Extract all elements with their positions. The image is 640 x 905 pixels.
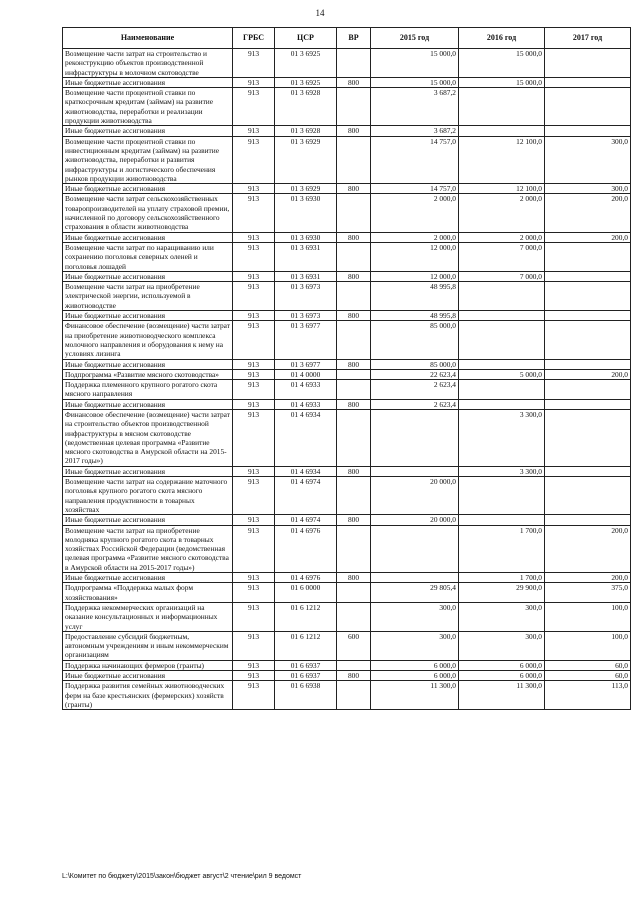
row-2016-cell: 300,0 [459,602,545,631]
row-2016-cell: 2 000,0 [459,232,545,242]
table-row [63,671,631,681]
row-2017-cell [545,409,631,466]
row-csr-cell: 01 4 6934 [275,466,337,476]
row-2016-cell: 7 000,0 [459,242,545,271]
table-row [63,525,631,572]
table-row [63,466,631,476]
header-vr: ВР [337,28,371,49]
row-2015-cell: 48 995,8 [371,311,459,321]
row-name-cell: Иные бюджетные ассигнования [63,573,233,583]
row-2017-cell: 100,0 [545,631,631,660]
table-row [63,321,631,359]
row-2016-cell [459,321,545,359]
row-vr-cell [337,242,371,271]
row-vr-cell: 800 [337,466,371,476]
row-vr-cell [337,282,371,311]
row-2017-cell: 113,0 [545,681,631,710]
row-grbs-cell: 913 [233,631,275,660]
row-2015-cell: 300,0 [371,602,459,631]
row-csr-cell: 01 6 6938 [275,681,337,710]
table-row [63,271,631,281]
row-vr-cell [337,321,371,359]
row-2015-cell: 2 000,0 [371,232,459,242]
row-2016-cell: 1 700,0 [459,525,545,572]
table-row [63,126,631,136]
row-vr-cell: 800 [337,359,371,369]
row-grbs-cell: 913 [233,184,275,194]
row-name-cell: Иные бюджетные ассигнования [63,399,233,409]
row-2015-cell: 15 000,0 [371,77,459,87]
row-vr-cell: 800 [337,126,371,136]
row-2016-cell: 11 300,0 [459,681,545,710]
table-row [63,359,631,369]
row-2016-cell [459,126,545,136]
row-vr-cell: 800 [337,399,371,409]
row-grbs-cell: 913 [233,77,275,87]
row-name-cell: Финансовое обеспечение (возмещение) части затрат на строительство объектов производственной инфраструктуры в мясном скотоводстве (ведомственная целевая программа «Развитие мясного скотоводства в Амурской области на 2015-2017 годы») [63,409,233,466]
row-csr-cell: 01 3 6928 [275,126,337,136]
row-csr-cell: 01 4 6974 [275,515,337,525]
row-vr-cell: 800 [337,671,371,681]
table-header-row [63,28,631,49]
row-2017-cell: 60,0 [545,660,631,670]
row-csr-cell: 01 3 6973 [275,311,337,321]
table-row [63,242,631,271]
row-2015-cell [371,525,459,572]
row-2015-cell [371,409,459,466]
table-row [63,311,631,321]
row-2015-cell: 85 000,0 [371,359,459,369]
row-name-cell: Иные бюджетные ассигнования [63,466,233,476]
row-vr-cell [337,660,371,670]
table-row [63,602,631,631]
row-grbs-cell: 913 [233,136,275,183]
row-vr-cell [337,380,371,400]
table-row [63,515,631,525]
row-2016-cell [459,282,545,311]
table-row [63,194,631,232]
row-2016-cell: 1 700,0 [459,573,545,583]
row-name-cell: Иные бюджетные ассигнования [63,77,233,87]
row-name-cell: Иные бюджетные ассигнования [63,311,233,321]
row-2015-cell: 12 000,0 [371,271,459,281]
row-2017-cell [545,311,631,321]
row-2015-cell: 6 000,0 [371,671,459,681]
row-csr-cell: 01 3 6931 [275,242,337,271]
row-grbs-cell: 913 [233,321,275,359]
budget-table [62,27,631,710]
row-name-cell: Иные бюджетные ассигнования [63,271,233,281]
row-grbs-cell: 913 [233,573,275,583]
row-csr-cell: 01 6 1212 [275,602,337,631]
row-csr-cell: 01 3 6977 [275,359,337,369]
row-2017-cell [545,380,631,400]
row-vr-cell: 800 [337,311,371,321]
row-2015-cell: 20 000,0 [371,515,459,525]
header-2017: 2017 год [545,28,631,49]
row-name-cell: Иные бюджетные ассигнования [63,232,233,242]
table-row [63,399,631,409]
row-2017-cell [545,399,631,409]
table-row [63,409,631,466]
row-grbs-cell: 913 [233,525,275,572]
row-csr-cell: 01 4 6976 [275,573,337,583]
row-name-cell: Поддержка развития семейных животноводческих ферм на базе крестьянских (фермерских) хозяйств (гранты) [63,681,233,710]
row-2016-cell: 5 000,0 [459,369,545,379]
row-2017-cell [545,126,631,136]
row-2017-cell [545,88,631,126]
header-grbs: ГРБС [233,28,275,49]
row-vr-cell: 600 [337,631,371,660]
table-row [63,49,631,78]
row-vr-cell: 800 [337,77,371,87]
row-2015-cell: 15 000,0 [371,49,459,78]
row-name-cell: Поддержка начинающих фермеров (гранты) [63,660,233,670]
row-vr-cell [337,583,371,603]
row-grbs-cell: 913 [233,49,275,78]
row-grbs-cell: 913 [233,311,275,321]
row-name-cell: Иные бюджетные ассигнования [63,671,233,681]
row-csr-cell: 01 3 6928 [275,88,337,126]
page-number: 14 [315,8,325,18]
row-vr-cell [337,194,371,232]
row-vr-cell [337,136,371,183]
table-row [63,88,631,126]
row-name-cell: Возмещение части затрат на приобретение молодняка крупного рогатого скота в товарных хозяйствах Российской Федерации (ведомственная целевая программа «Развитие мясного скотоводства в Амурской области на 2015-2017 годы») [63,525,233,572]
row-grbs-cell: 913 [233,399,275,409]
row-2017-cell [545,77,631,87]
row-2015-cell: 2 000,0 [371,194,459,232]
row-2017-cell [545,466,631,476]
row-vr-cell: 800 [337,271,371,281]
row-name-cell: Подпрограмма «Развитие мясного скотоводства» [63,369,233,379]
row-csr-cell: 01 4 6934 [275,409,337,466]
row-2015-cell: 22 623,4 [371,369,459,379]
row-grbs-cell: 913 [233,602,275,631]
row-csr-cell: 01 4 6933 [275,399,337,409]
row-2017-cell [545,271,631,281]
row-grbs-cell: 913 [233,515,275,525]
row-vr-cell: 800 [337,232,371,242]
row-2017-cell [545,282,631,311]
header-2015: 2015 год [371,28,459,49]
row-name-cell: Иные бюджетные ассигнования [63,515,233,525]
row-csr-cell: 01 3 6977 [275,321,337,359]
table-row [63,232,631,242]
table-row [63,583,631,603]
row-csr-cell: 01 6 1212 [275,631,337,660]
row-2016-cell: 300,0 [459,631,545,660]
footer-file-path: L:\Комитет по бюджету\2015\закон\бюджет август\2 чтение\рил 9 ведомст [62,873,302,880]
row-2016-cell: 2 000,0 [459,194,545,232]
header-name: Наименование [63,28,233,49]
table-row [63,369,631,379]
row-csr-cell: 01 3 6925 [275,77,337,87]
row-2016-cell [459,88,545,126]
table-body [63,49,631,710]
row-name-cell: Иные бюджетные ассигнования [63,359,233,369]
row-2015-cell [371,466,459,476]
row-2016-cell [459,399,545,409]
row-vr-cell [337,409,371,466]
row-2016-cell: 12 100,0 [459,136,545,183]
row-vr-cell [337,525,371,572]
row-grbs-cell: 913 [233,88,275,126]
row-name-cell: Возмещение части затрат на приобретение электрической энергии, используемой в животноводстве [63,282,233,311]
row-csr-cell: 01 3 6929 [275,136,337,183]
row-grbs-cell: 913 [233,409,275,466]
row-2015-cell: 48 995,8 [371,282,459,311]
row-name-cell: Возмещение части затрат по наращиванию или сохранению поголовья северных оленей и поголовья лошадей [63,242,233,271]
row-2016-cell: 6 000,0 [459,660,545,670]
row-2015-cell: 300,0 [371,631,459,660]
row-grbs-cell: 913 [233,660,275,670]
row-csr-cell: 01 3 6925 [275,49,337,78]
row-grbs-cell: 913 [233,380,275,400]
row-grbs-cell: 913 [233,477,275,515]
row-2016-cell: 3 300,0 [459,466,545,476]
row-2016-cell: 15 000,0 [459,77,545,87]
row-2015-cell: 29 805,4 [371,583,459,603]
row-2017-cell: 100,0 [545,602,631,631]
row-2015-cell: 2 623,4 [371,399,459,409]
table-row [63,282,631,311]
row-name-cell: Финансовое обеспечение (возмещение) части затрат на приобретение животноводческого комплекса молочного направления и оборудования к нему на условиях лизинга [63,321,233,359]
row-2016-cell: 15 000,0 [459,49,545,78]
row-name-cell: Поддержка некоммерческих организаций на оказание консультационных и информационных услуг [63,602,233,631]
row-2017-cell: 200,0 [545,525,631,572]
table-row [63,380,631,400]
row-2016-cell [459,477,545,515]
row-grbs-cell: 913 [233,369,275,379]
row-grbs-cell: 913 [233,242,275,271]
row-2015-cell: 3 687,2 [371,88,459,126]
row-2017-cell: 375,0 [545,583,631,603]
row-name-cell: Возмещение части процентной ставки по краткосрочным кредитам (займам) на развитие животноводства, переработки и реализации продукции животноводства [63,88,233,126]
row-csr-cell: 01 3 6929 [275,184,337,194]
row-2017-cell: 60,0 [545,671,631,681]
row-2017-cell: 200,0 [545,194,631,232]
row-2015-cell [371,573,459,583]
row-vr-cell: 800 [337,184,371,194]
row-2016-cell [459,380,545,400]
row-csr-cell: 01 4 6974 [275,477,337,515]
table-row [63,184,631,194]
row-vr-cell [337,369,371,379]
row-name-cell: Подпрограмма «Поддержка малых форм хозяйствования» [63,583,233,603]
row-grbs-cell: 913 [233,282,275,311]
header-2016: 2016 год [459,28,545,49]
row-name-cell: Поддержка племенного крупного рогатого скота мясного направления [63,380,233,400]
row-2017-cell [545,515,631,525]
table-row [63,136,631,183]
row-2015-cell: 12 000,0 [371,242,459,271]
row-2016-cell: 7 000,0 [459,271,545,281]
row-vr-cell: 800 [337,515,371,525]
row-2017-cell [545,477,631,515]
row-2015-cell: 6 000,0 [371,660,459,670]
row-vr-cell [337,88,371,126]
table-row [63,681,631,710]
row-name-cell: Возмещение части затрат на строительство и реконструкцию объектов производственной инфраструктуры в молочном скотоводстве [63,49,233,78]
table-row [63,477,631,515]
row-2015-cell: 85 000,0 [371,321,459,359]
row-2017-cell [545,359,631,369]
table-row [63,77,631,87]
row-2016-cell: 6 000,0 [459,671,545,681]
row-2015-cell: 2 623,4 [371,380,459,400]
row-vr-cell [337,681,371,710]
row-grbs-cell: 913 [233,232,275,242]
row-2016-cell [459,359,545,369]
row-2016-cell [459,311,545,321]
row-csr-cell: 01 6 6937 [275,660,337,670]
row-grbs-cell: 913 [233,194,275,232]
row-2015-cell: 14 757,0 [371,136,459,183]
header-csr: ЦСР [275,28,337,49]
row-name-cell: Возмещение части затрат на содержание маточного поголовья крупного рогатого скота мясного направления продуктивности в товарных хозяйствах [63,477,233,515]
row-name-cell: Возмещение части процентной ставки по инвестиционным кредитам (займам) на развитие животноводства, переработки и развития инфраструктуры и логистического обеспечения рынков продукции животноводства [63,136,233,183]
row-csr-cell: 01 6 6937 [275,671,337,681]
row-2015-cell: 11 300,0 [371,681,459,710]
row-2017-cell [545,49,631,78]
row-csr-cell: 01 6 0000 [275,583,337,603]
row-csr-cell: 01 4 0000 [275,369,337,379]
row-csr-cell: 01 3 6931 [275,271,337,281]
row-2017-cell [545,242,631,271]
row-csr-cell: 01 4 6933 [275,380,337,400]
row-2015-cell: 14 757,0 [371,184,459,194]
row-vr-cell [337,602,371,631]
row-grbs-cell: 913 [233,271,275,281]
table-row [63,660,631,670]
row-csr-cell: 01 3 6930 [275,194,337,232]
row-csr-cell: 01 3 6930 [275,232,337,242]
row-vr-cell: 800 [337,573,371,583]
row-2016-cell: 12 100,0 [459,184,545,194]
row-name-cell: Возмещение части затрат сельскохозяйственных товаропроизводителей на уплату страховой премии, начисленной по договору сельскохозяйственного страхования в области животноводства [63,194,233,232]
row-vr-cell [337,49,371,78]
row-2016-cell: 29 900,0 [459,583,545,603]
row-name-cell: Предоставление субсидий бюджетным, автономным учреждениям и иным некоммерческим организациям [63,631,233,660]
row-csr-cell: 01 4 6976 [275,525,337,572]
row-2015-cell: 20 000,0 [371,477,459,515]
row-2016-cell: 3 300,0 [459,409,545,466]
row-2017-cell: 200,0 [545,232,631,242]
row-grbs-cell: 913 [233,126,275,136]
table-row [63,631,631,660]
row-2017-cell: 200,0 [545,369,631,379]
row-name-cell: Иные бюджетные ассигнования [63,126,233,136]
table-row [63,573,631,583]
row-2017-cell [545,321,631,359]
row-2017-cell: 200,0 [545,573,631,583]
row-name-cell: Иные бюджетные ассигнования [63,184,233,194]
row-grbs-cell: 913 [233,466,275,476]
row-grbs-cell: 913 [233,359,275,369]
row-grbs-cell: 913 [233,671,275,681]
row-2015-cell: 3 687,2 [371,126,459,136]
row-2017-cell: 300,0 [545,184,631,194]
row-csr-cell: 01 3 6973 [275,282,337,311]
row-2017-cell: 300,0 [545,136,631,183]
row-grbs-cell: 913 [233,583,275,603]
row-grbs-cell: 913 [233,681,275,710]
row-2016-cell [459,515,545,525]
row-vr-cell [337,477,371,515]
